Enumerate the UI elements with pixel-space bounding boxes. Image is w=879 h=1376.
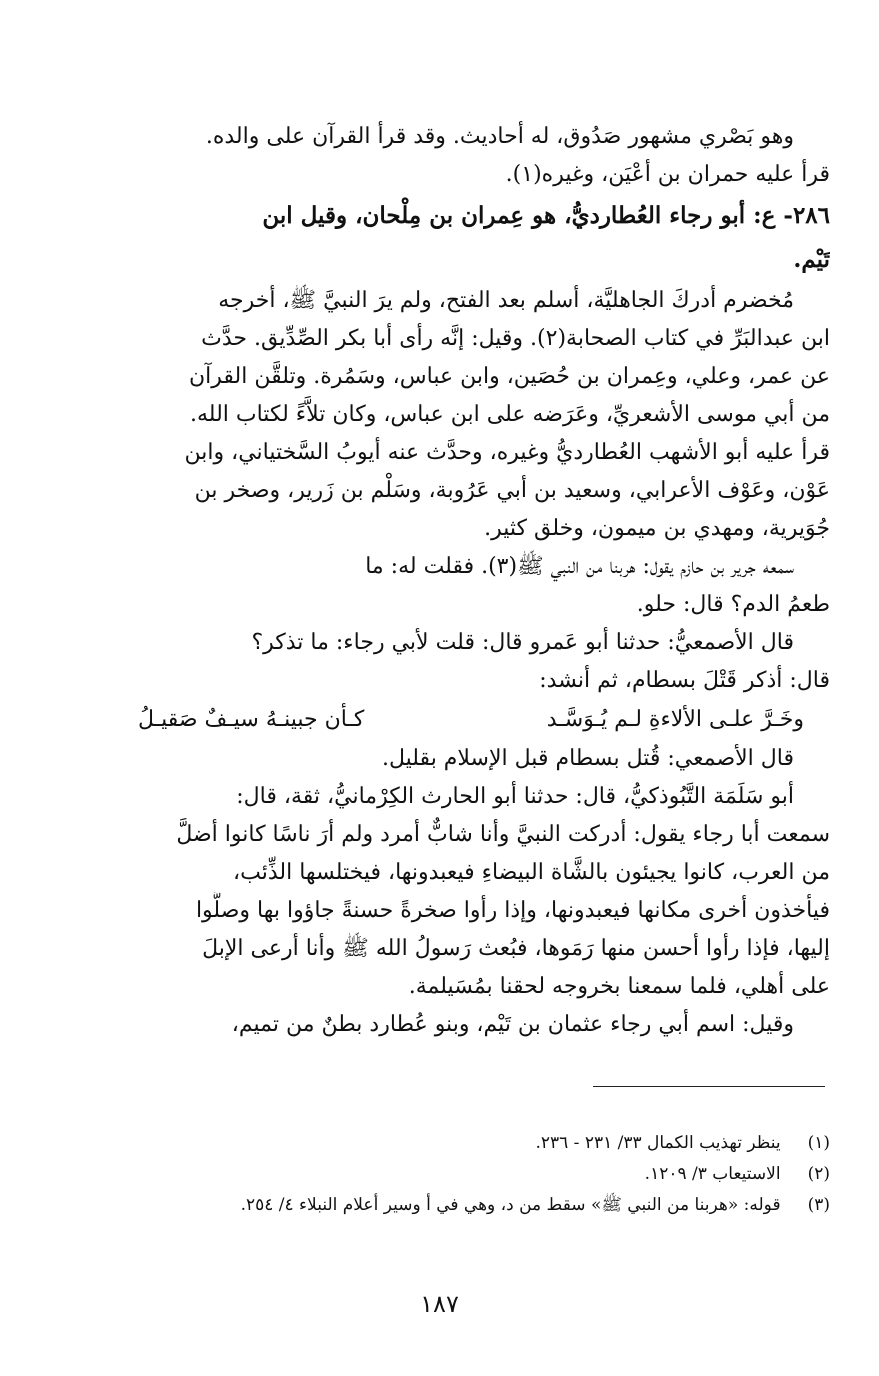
footnote-text: ينظر تهذيب الكمال ٣٣/ ٢٣١ - ٢٣٦. xyxy=(535,1133,781,1153)
para5-line-1: أبو سَلَمَة التَّبُوذكيُّ، قال: حدثنا أبو الحارث الكِرْمانيُّ، ثقة، قال: xyxy=(236,784,794,809)
para1-line-2: ابن عبدالبَرِّ في كتاب الصحابة(٢). وقيل: إنَّه رأى أبا بكر الصِّدِّيق. حدَّث xyxy=(201,326,830,351)
para5-line-2: سمعت أبا رجاء يقول: أدركت النبيَّ وأنا شابٌّ أمرد ولم أرَ ناسًا كانوا أضلَّ xyxy=(176,822,830,847)
entry-heading xyxy=(112,194,830,238)
para5-line-6: على أهلي، فلما سمعنا بخروجه لحقنا بمُسَيلمة. xyxy=(408,974,830,999)
intro-line-1: وهو بَصْري مشهور صَدُوق، له أحاديث. وقد قرأ القرآن على والده. xyxy=(205,124,794,149)
footnote-2 xyxy=(112,1159,830,1190)
poem-right-hemistich: وخَـرَّ علـى الألاءةِ لـم يُـوَسَّـد xyxy=(546,707,804,732)
poem-verse xyxy=(112,700,830,740)
para5-line-3: من العرب، كانوا يجيئون بالشَّاة البيضاءِ فيعبدونها، فيختلسها الذِّئب، xyxy=(233,860,830,885)
para2-line-1: سمعه جرير بن حازم يقول: هربنا من النبي ﷺ(٣). فقلت له: ما xyxy=(365,554,794,579)
footnote-text: قوله: «هربنا من النبي ﷺ» سقط من د، وهي في أ وسير أعلام النبلاء ٤/ ٢٥٤. xyxy=(240,1195,781,1215)
para4-line: قال الأصمعي: قُتل بسطام قبل الإسلام بقليل. xyxy=(381,746,794,771)
para5-line-5: إليها، فإذا رأوا أحسن منها رَمَوها، فبُعث رَسولُ الله ﷺ وأنا أرعى الإبلَ xyxy=(202,936,830,961)
footnote-divider xyxy=(593,1086,825,1087)
footnote-1 xyxy=(112,1128,830,1159)
para1-line-5: قرأ عليه أبو الأشهب العُطارديُّ وغيره، وحدَّث عنه أيوبُ السَّختياني، وابن xyxy=(184,440,830,465)
footnote-number: (١) xyxy=(807,1133,830,1153)
entry-title: أبو رجاء العُطارديُّ، هو عِمران بن مِلْحان، وقيل ابن xyxy=(262,202,746,229)
para5-line-4: فيأخذون أخرى مكانها فيعبدونها، وإذا رأوا صخرةً حسنةً جاؤوا بها وصلَّوا xyxy=(195,898,830,923)
footnote-3 xyxy=(112,1190,830,1221)
footnote-number: (٢) xyxy=(807,1164,830,1184)
para1-line-4: من أبي موسى الأشعريِّ، وعَرَضه على ابن عباس، وكان تلاَّءً لكتاب الله. xyxy=(190,402,830,427)
main-text xyxy=(112,118,830,1044)
footnotes xyxy=(112,1128,830,1221)
poem-left-hemistich: كـأن جبينـهُ سيـفٌ صَقيـلُ xyxy=(138,707,365,732)
entry-heading-cont: تَيْم. xyxy=(793,246,830,273)
footnote-number: (٣) xyxy=(807,1195,830,1215)
para1-line-6: عَوْن، وعَوْف الأعرابي، وسعيد بن أبي عَرُوبة، وسَلْم بن زَرير، وصخر بن xyxy=(194,478,830,503)
para2-line-2: طعمُ الدم؟ قال: حلو. xyxy=(636,592,830,617)
entry-number: ٢٨٦- ع: xyxy=(753,202,830,229)
para1-line-1: مُخضرم أدركَ الجاهليَّة، أسلم بعد الفتح، ولم يرَ النبيَّ ﷺ، أخرجه xyxy=(218,288,794,313)
page-number: ١٨٧ xyxy=(420,1290,459,1318)
para3-line-2: قال: أذكر قَتْلَ بسطام، ثم أنشد: xyxy=(539,668,830,693)
footnote-text: الاستيعاب ٣/ ١٢٠٩. xyxy=(644,1164,781,1184)
para6-line: وقيل: اسم أبي رجاء عثمان بن تَيْم، وبنو عُطارد بطنٌ من تميم، xyxy=(231,1012,794,1037)
para1-line-3: عن عمر، وعلي، وعِمران بن حُصَين، وابن عباس، وسَمُرة. وتلقَّن القرآن xyxy=(189,364,830,389)
para1-line-7: جُوَيرية، ومهدي بن ميمون، وخلق كثير. xyxy=(484,516,830,541)
para3-line-1: قال الأصمعيُّ: حدثنا أبو عَمرو قال: قلت لأبي رجاء: ما تذكر؟ xyxy=(251,630,794,655)
intro-line-2: قرأ عليه حمران بن أعْيَن، وغيره(١). xyxy=(505,162,830,187)
